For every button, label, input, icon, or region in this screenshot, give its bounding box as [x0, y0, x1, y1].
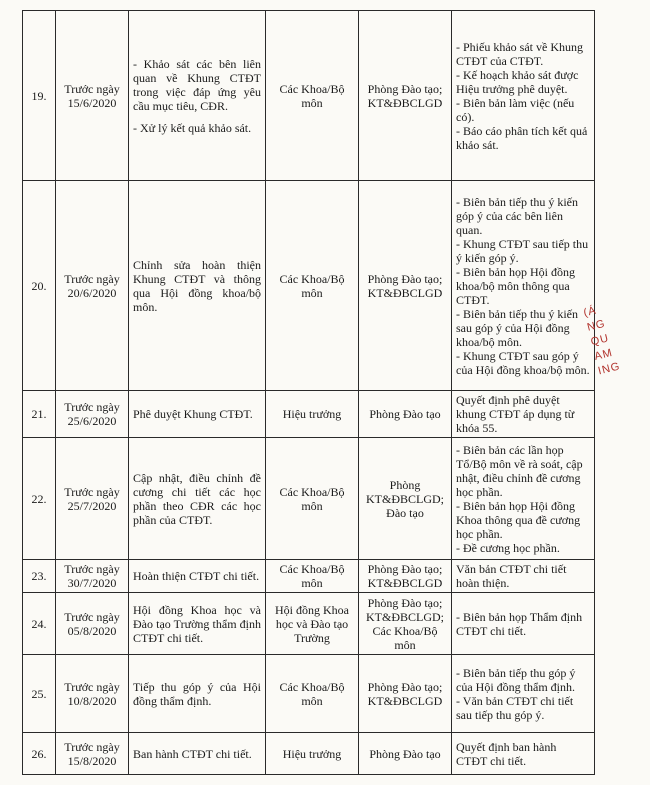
row-task: Tiếp thu góp ý của Hội đồng thẩm định.: [129, 655, 266, 733]
table-row: [23, 391, 595, 438]
table-row: [23, 438, 595, 560]
row-output: - Biên bản họp Thẩm định CTĐT chi tiết.: [452, 593, 595, 655]
row-task: Hoàn thiện CTĐT chi tiết.: [129, 560, 266, 593]
row-host: Các Khoa/Bộ môn: [266, 181, 359, 391]
row-coordinator: Phòng KT&ĐBCLGD; Đào tạo: [359, 438, 452, 560]
row-output: Quyết định ban hành CTĐT chi tiết.: [452, 733, 595, 775]
row-output: - Biên bản các lần họp Tổ/Bộ môn về rà soát, cập nhật, điều chỉnh đề cương học phần. - Biên bản họp Hội đồng Khoa thông qua đề cương học phần. - Đề cương học phần.: [452, 438, 595, 560]
row-number: 23.: [23, 560, 56, 593]
row-number: 22.: [23, 438, 56, 560]
row-number: 19.: [23, 11, 56, 181]
row-coordinator: Phòng Đào tạo: [359, 391, 452, 438]
row-deadline: Trước ngày 20/6/2020: [56, 181, 129, 391]
row-output: Quyết định phê duyệt khung CTĐT áp dụng từ khóa 55.: [452, 391, 595, 438]
table-row: [23, 655, 595, 733]
row-host: Các Khoa/Bộ môn: [266, 11, 359, 181]
row-number: 24.: [23, 593, 56, 655]
red-stamp-fragment: (Á NG QU AM ING: [582, 304, 622, 378]
row-host: Các Khoa/Bộ môn: [266, 560, 359, 593]
row-deadline: Trước ngày 10/8/2020: [56, 655, 129, 733]
row-task: Chỉnh sửa hoàn thiện Khung CTĐT và thông qua Hội đồng khoa/bộ môn.: [129, 181, 266, 391]
row-coordinator: Phòng Đào tạo; KT&ĐBCLGD: [359, 11, 452, 181]
row-output: - Biên bản tiếp thu góp ý của Hội đồng thẩm định. - Văn bản CTĐT chi tiết sau tiếp thu góp ý.: [452, 655, 595, 733]
row-task: Hội đồng Khoa học và Đào tạo Trường thẩm định CTĐT chi tiết.: [129, 593, 266, 655]
row-host: Hiệu trưởng: [266, 391, 359, 438]
row-coordinator: Phòng Đào tạo; KT&ĐBCLGD: [359, 655, 452, 733]
row-coordinator: Phòng Đào tạo; KT&ĐBCLGD; Các Khoa/Bộ môn: [359, 593, 452, 655]
plan-table: [22, 10, 595, 775]
row-host: Hiệu trưởng: [266, 733, 359, 775]
row-coordinator: Phòng Đào tạo: [359, 733, 452, 775]
row-deadline: Trước ngày 05/8/2020: [56, 593, 129, 655]
row-host: Hội đồng Khoa học và Đào tạo Trường: [266, 593, 359, 655]
row-number: 21.: [23, 391, 56, 438]
table-row: [23, 593, 595, 655]
row-host: Các Khoa/Bộ môn: [266, 438, 359, 560]
row-coordinator: Phòng Đào tạo; KT&ĐBCLGD: [359, 560, 452, 593]
row-deadline: Trước ngày 15/8/2020: [56, 733, 129, 775]
row-number: 20.: [23, 181, 56, 391]
row-deadline: Trước ngày 30/7/2020: [56, 560, 129, 593]
row-number: 26.: [23, 733, 56, 775]
row-deadline: Trước ngày 15/6/2020: [56, 11, 129, 181]
row-coordinator: Phòng Đào tạo; KT&ĐBCLGD: [359, 181, 452, 391]
table-row: [23, 181, 595, 391]
row-task: - Khảo sát các bên liên quan về Khung CTĐT trong việc đáp ứng yêu cầu mục tiêu, CĐR. - Xử lý kết quả khảo sát.: [129, 11, 266, 181]
row-task: Cập nhật, điều chỉnh đề cương chi tiết các học phần theo CĐR các học phần của CTĐT.: [129, 438, 266, 560]
row-task: Ban hành CTĐT chi tiết.: [129, 733, 266, 775]
row-output: - Phiếu khảo sát về Khung CTĐT của CTĐT. - Kế hoạch khảo sát được Hiệu trưởng phê duyệt. - Biên bản làm việc (nếu có). - Báo cáo phân tích kết quả khảo sát.: [452, 11, 595, 181]
table-row: [23, 560, 595, 593]
row-deadline: Trước ngày 25/7/2020: [56, 438, 129, 560]
row-output: - Biên bản tiếp thu ý kiến góp ý của các bên liên quan. - Khung CTĐT sau tiếp thu ý kiến góp ý. - Biên bản họp Hội đồng khoa/bộ môn thông qua CTĐT. - Biên bản tiếp thu ý kiến sau góp ý của Hội đồng khoa/bộ môn. - Khung CTĐT sau góp ý của Hội đồng khoa/bộ môn.: [452, 181, 595, 391]
table-row: [23, 11, 595, 181]
table-row: [23, 733, 595, 775]
row-task: Phê duyệt Khung CTĐT.: [129, 391, 266, 438]
row-output: Văn bản CTĐT chi tiết hoàn thiện.: [452, 560, 595, 593]
row-number: 25.: [23, 655, 56, 733]
row-deadline: Trước ngày 25/6/2020: [56, 391, 129, 438]
row-host: Các Khoa/Bộ môn: [266, 655, 359, 733]
